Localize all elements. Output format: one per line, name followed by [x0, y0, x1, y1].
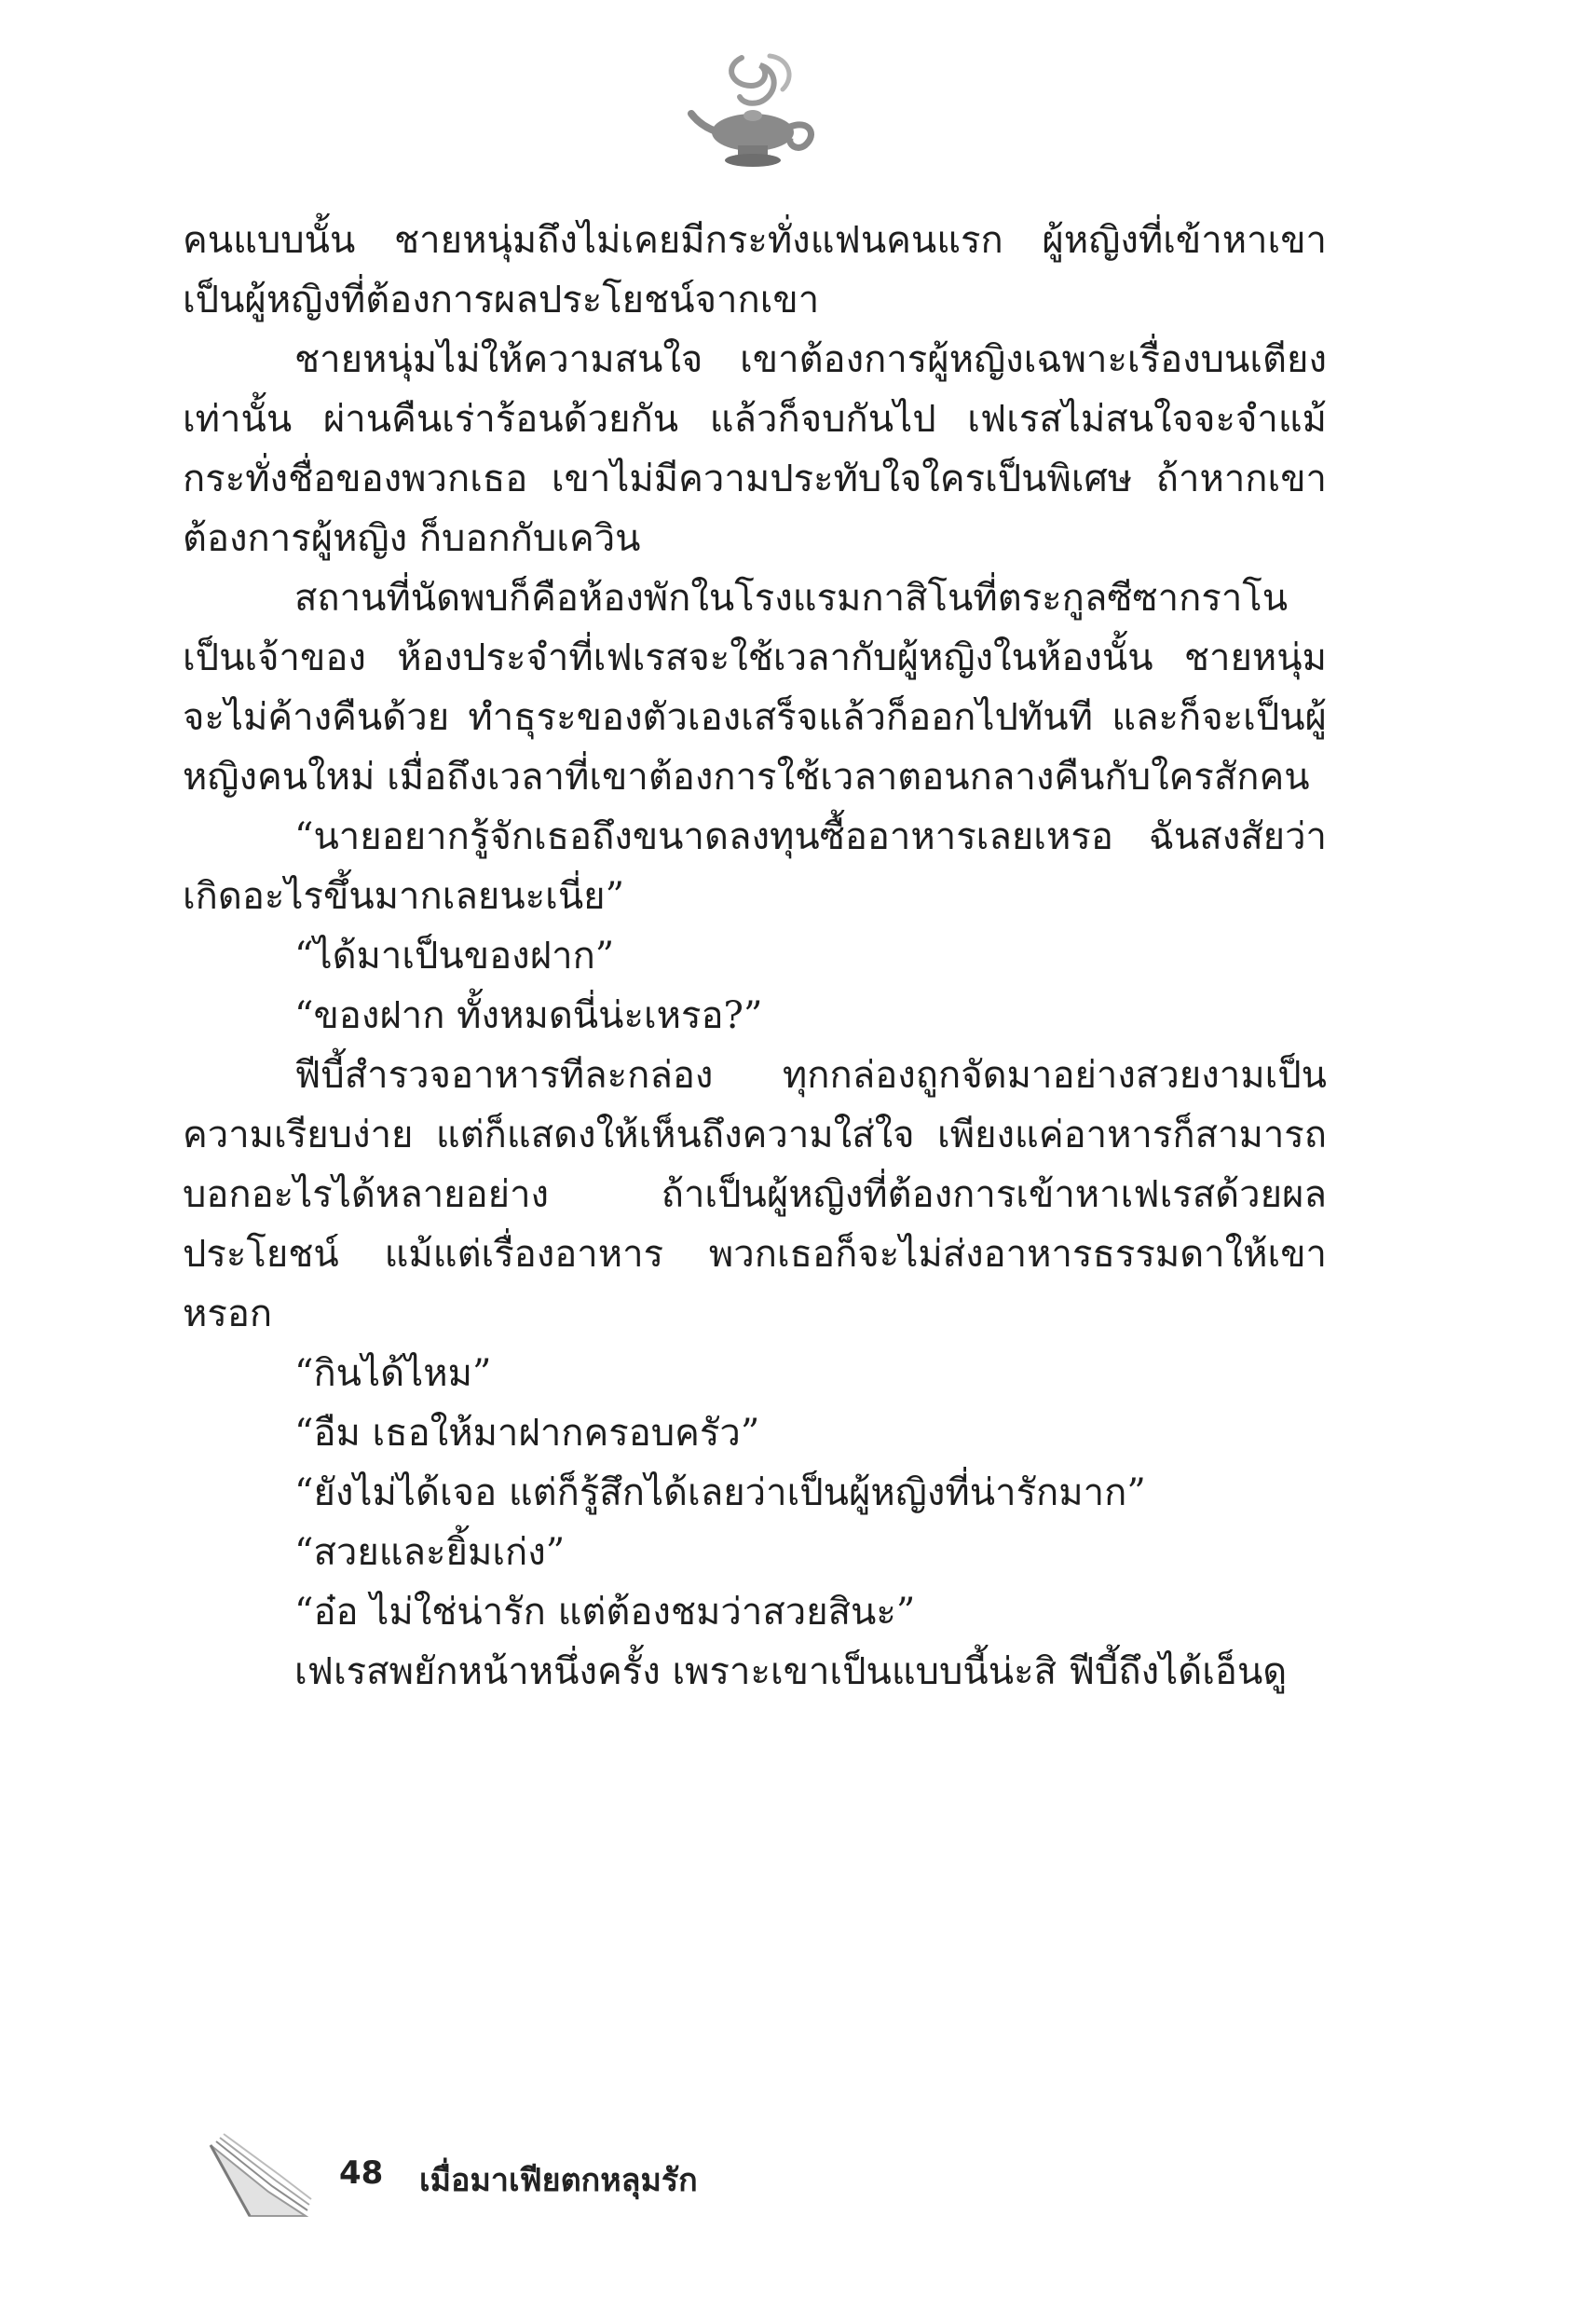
paragraph: ชายหนุ่มไม่ให้ความสนใจ เขาต้องการผู้หญิงเฉพาะเรื่องบนเตียงเท่านั้น ผ่านคืนเร่าร้อนด้วยกัน แล้วก็จบกันไป เฟเรสไม่สนใจจะจำแม้กระทั่งชื่อของพวกเธอ เขาไม่มีความประทับใจใครเป็นพิเศษ ถ้าหากเขาต้องการผู้หญิง ก็บอกกับเควิน	[183, 338, 1327, 560]
book-pages-icon	[203, 2126, 315, 2220]
page-footer	[203, 2126, 762, 2220]
paragraph: “ยังไม่ได้เจอ แต่ก็รู้สึกได้เลยว่าเป็นผู้หญิงที่น่ารักมาก”	[294, 1471, 1146, 1514]
paragraph: “ของฝาก ทั้งหมดนี่น่ะเหรอ?”	[294, 994, 763, 1037]
paragraph: เฟเรสพยักหน้าหนึ่งครั้ง เพราะเขาเป็นแบบนี้น่ะสิ ฟีบี้ถึงได้เอ็นดู	[294, 1650, 1288, 1693]
paragraph: สถานที่นัดพบก็คือห้องพักในโรงแรมกาสิโนที่ตระกูลซีซากราโนเป็นเจ้าของ ห้องประจำที่เฟเรสจะใช้เวลากับผู้หญิงในห้องนั้น ชายหนุ่มจะไม่ค้างคืนด้วย ทำธุระของตัวเองเสร็จแล้วก็ออกไปทันที และก็จะเป็นผู้หญิงคนใหม่ เมื่อถึงเวลาที่เขาต้องการใช้เวลาตอนกลางคืนกับใครสักคน	[183, 577, 1327, 799]
paragraph: “นายอยากรู้จักเธอถึงขนาดลงทุนซื้ออาหารเลยเหรอ ฉันสงสัยว่าเกิดอะไรขึ้นมากเลยนะเนี่ย”	[183, 815, 1327, 918]
magic-lamp-icon	[686, 48, 825, 179]
book-title: เมื่อมาเฟียตกหลุมรัก	[419, 2162, 698, 2199]
paragraph: ฟีบี้สำรวจอาหารทีละกล่อง ทุกกล่องถูกจัดมาอย่างสวยงามเป็นความเรียบง่าย แต่ก็แสดงให้เห็นถึงความใส่ใจ เพียงแค่อาหารก็สามารถบอกอะไรได้หลายอย่าง ถ้าเป็นผู้หญิงที่ต้องการเข้าหาเฟเรสด้วยผลประโยชน์ แม้แต่เรื่องอาหาร พวกเธอก็จะไม่ส่งอาหารธรรมดาให้เขาหรอก	[183, 1054, 1327, 1335]
paragraph: คนแบบนั้น ชายหนุ่มถึงไม่เคยมีกระทั่งแฟนคนแรก ผู้หญิงที่เข้าหาเขาเป็นผู้หญิงที่ต้องการผลประโยชน์จากเขา	[183, 219, 1327, 321]
paragraph: “สวยและยิ้มเก่ง”	[294, 1531, 566, 1574]
paragraph: “อ๋อ ไม่ใช่น่ารัก แต่ต้องชมว่าสวยสินะ”	[294, 1591, 916, 1634]
page-number: 48	[339, 2154, 384, 2192]
paragraph: “กินได้ไหม”	[294, 1352, 492, 1395]
paragraph: “อืม เธอให้มาฝากครอบครัว”	[294, 1412, 760, 1455]
paragraph: “ได้มาเป็นของฝาก”	[294, 935, 615, 978]
body-text	[183, 211, 1327, 1702]
